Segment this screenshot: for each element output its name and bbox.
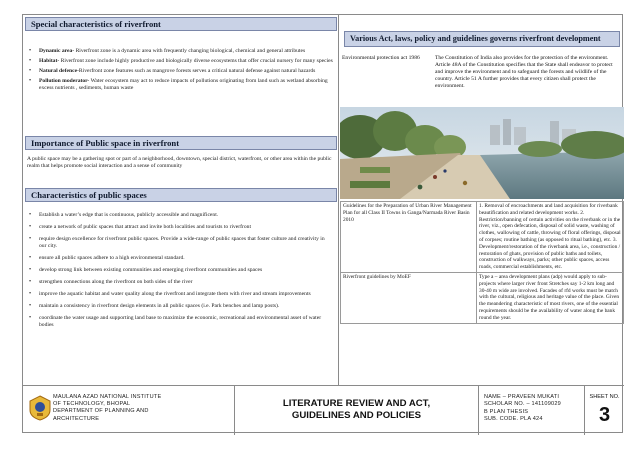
- student-meta: NAME – PRAVEEN MUKATI SCHOLAR NO. – 141109029 B PLAN THESIS SUB. CODE. PLA 424: [484, 394, 561, 423]
- importance-heading: Importance of Public space in riverfront: [25, 136, 337, 150]
- list-item: • Natural defence-Riverfront zone features such as mangrove forests serves a critical natural defense against natural hazards: [29, 68, 316, 74]
- importance-text: A public space may be a gathering spot or part of a neighborhood, downtown, special district, waterfront, or other area within the public realm that helps promote social interaction and a sense of community: [27, 156, 332, 169]
- list-item: • require design excellence for riverfront public spaces. Provide a wide-range of public spaces that foster culture and creativity in our city.: [29, 236, 325, 249]
- list-item: • Dynamic area- Riverfront zone is a dynamic area with frequently changing biological, chemical and general attributes: [29, 48, 306, 54]
- list-item: • create a network of public spaces that attract and invite both localities and tourists to riverfront: [29, 224, 252, 230]
- left-column: [23, 15, 339, 385]
- acts-heading: Various Act, laws, policy and guidelines governs riverfront development: [344, 31, 620, 47]
- student-meta-cell: [479, 386, 585, 435]
- guideline-name: Riverfront guidelines by MoEF: [341, 272, 477, 323]
- drawing-sheet: [22, 14, 623, 433]
- list-item: • strengthen connections along the riverfront on both sides of the river: [29, 279, 193, 285]
- list-item: • improve the aquatic habitat and water quality along the riverfront and integrate them with river and stream improvements: [29, 291, 311, 297]
- special-characteristics-heading: Special characteristics of riverfront: [25, 17, 337, 31]
- list-item: • Establish a water’s edge that is continuous, publicly accessible and magnificent.: [29, 212, 219, 218]
- sheet-number-label: SHEET NO.: [589, 394, 620, 400]
- sheet-title: LITERATURE REVIEW AND ACT, GUIDELINES AND POLICIES: [282, 398, 431, 421]
- table-row: [341, 272, 624, 323]
- sheet-title-cell: [235, 386, 479, 435]
- env-act-name: Environmental protection act 1986: [342, 55, 420, 61]
- env-act-text: The Constitution of India also provides for the protection of the environment. Article 48A of the Constitution specifies that the State shall endeavor to protect and improve the environment and to safeguard the forests and wildlife of the country. Article 51 A further provides that every citizen shall protect the environment.: [435, 55, 613, 89]
- guidelines-table: [340, 201, 624, 324]
- list-item: • develop strong link between existing communities and emerging riverfront communities and spaces: [29, 267, 263, 273]
- institute-logo-icon: [29, 395, 51, 421]
- list-item: • Pollution moderator- Water ecosystem may act to reduce impacts of pollutions originating from land such as wetland absorbing excess nutrients , sediments, human waste: [29, 78, 328, 91]
- list-item: • coordinate the water usage and supporting land base to maximize the economic, recreational and environmental asset of water bodies: [29, 315, 322, 328]
- table-row: [341, 202, 624, 273]
- institute-name: MAULANA AZAD NATIONAL INSTITUTE OF TECHNOLOGY, BHOPAL DEPARTMENT OF PLANNING AND ARCHITECTURE: [53, 394, 162, 422]
- guideline-name: Guidelines for the Preparation of Urban River Management Plan for all Class II Towns in Ganga/Narmada River Basin 2010: [341, 202, 477, 273]
- list-item: • maintain a consistency in riverfront design elements in all public spaces (i.e. Park benches and lamp posts).: [29, 303, 280, 309]
- characteristics-heading: Characteristics of public spaces: [25, 188, 337, 202]
- riverfront-rendering-image: [340, 107, 624, 199]
- env-protection-act: [340, 55, 624, 115]
- guideline-text: 1. Removal of encroachments and land acquisition for riverbank beautification and related development works. 2. Restriction/banning of certain activities on the riverbank or in the river, viz., open defecation, disposal of solid waste, washing of clothes, wallowing of cattle, throwing of floral offerings, disposal of corpses; routine bathing (as opposed to ritual bathing), etc. 3. Development/restoration of the riverbank area, i.e., construction / restoration of ghats, provision of public baths and toilets, construction of walkways, parks; other public spaces, access roads, commercial establishments, etc.: [477, 202, 624, 273]
- title-block: [23, 385, 624, 434]
- sheet-number-cell: [585, 386, 624, 435]
- special-characteristics-list: [27, 48, 333, 95]
- institute-cell: [23, 386, 235, 435]
- list-item: • ensure all public spaces adhere to a high environmental standard.: [29, 255, 185, 261]
- list-item: • Habitat- Riverfront zone include highly productive and biologically diverse ecosystems that offer crucial nursery for many species: [29, 58, 333, 64]
- guideline-text: Type a – area development plans (adp) would apply to sub-projects where larger river front Stretches say 1-2 km long and 30-40 m wide are involved. Facades of rfd works must be match with the cultural, religious and heritage value of the place. Given the meandering characteristic of most rivers, one of the essential requirements should be the availability of water along the bank round the year.: [477, 272, 624, 323]
- right-column: [340, 15, 624, 385]
- characteristics-list: [27, 212, 333, 334]
- sheet-number: 3: [598, 404, 611, 426]
